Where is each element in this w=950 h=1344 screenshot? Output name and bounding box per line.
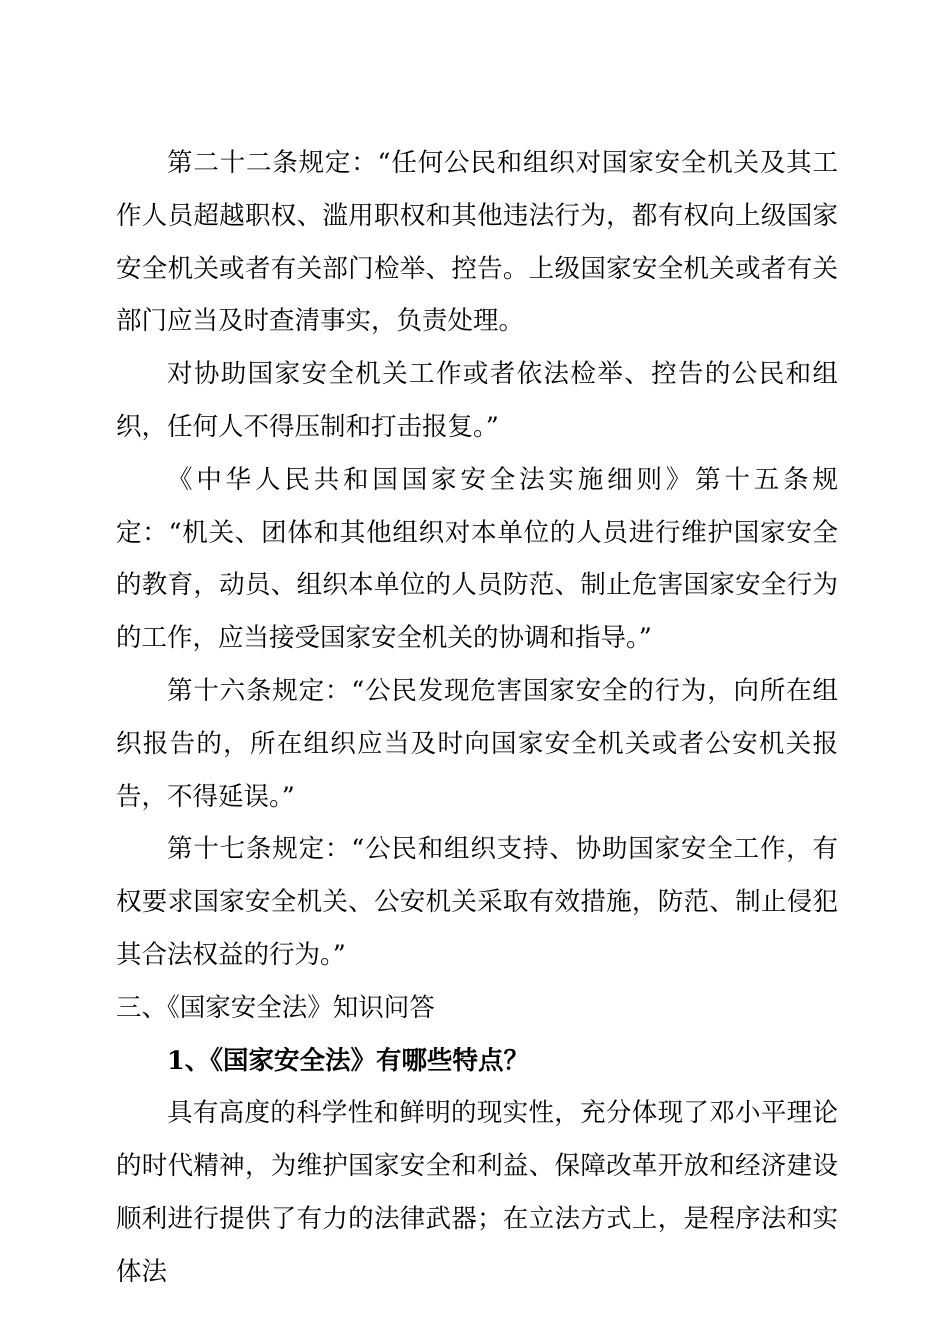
document-body bbox=[116, 137, 838, 1299]
paragraph-article-22: 第二十二条规定：“任何公民和组织对国家安全机关及其工作人员超越职权、滥用职权和其他违法行为，都有权向上级国家安全机关或者有关部门检举、控告。上级国家安全机关或者有关部门应当及时查清事实，负责处理。 bbox=[116, 148, 838, 337]
paragraph-article-17: 第十七条规定：“公民和组织支持、协助国家安全工作，有权要求国家安全机关、公安机关采取有效措施，防范、制止侵犯其合法权益的行为。” bbox=[116, 834, 838, 970]
answer-paragraph: 具有高度的科学性和鲜明的现实性，充分体现了邓小平理论的时代精神，为维护国家安全和利益、保障改革开放和经济建设顺利进行提供了有力的法律武器；在立法方式上，是程序法和实体法 bbox=[116, 1098, 838, 1287]
paragraph-article-22-continued: 对协助国家安全机关工作或者依法检举、控告的公民和组织，任何人不得压制和打击报复。” bbox=[116, 359, 838, 442]
paragraph-article-16: 第十六条规定：“公民发现危害国家安全的行为，向所在组织报告的，所在组织应当及时向国家安全机关或者公安机关报告，不得延误。” bbox=[116, 675, 838, 812]
paragraph-article-15: 《中华人民共和国国家安全法实施细则》第十五条规定：“机关、团体和其他组织对本单位的人员进行维护国家安全的教育，动员、组织本单位的人员防范、制止危害国家安全行为的工作，应当接受国家安全机关的协调和指导。” bbox=[116, 464, 838, 654]
question-heading: 1、《国家安全法》有哪些特点？ bbox=[167, 1045, 529, 1076]
section-heading: 三、《国家安全法》知识问答 bbox=[116, 992, 435, 1023]
